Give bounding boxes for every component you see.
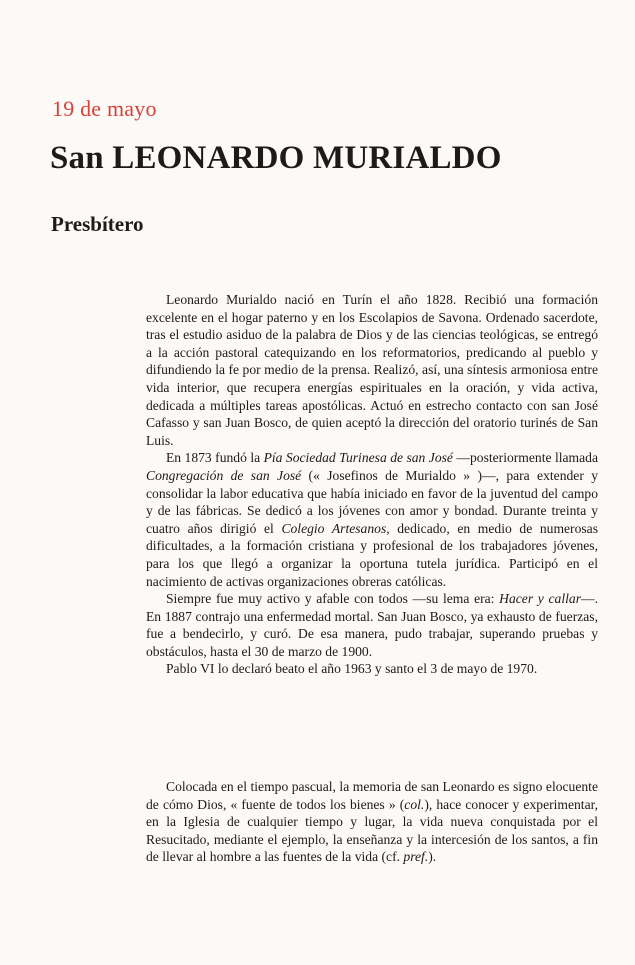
paragraph-2: En 1873 fundó la Pía Sociedad Turinesa de san José —posteriormente llamada Congregación de san José (« Josefinos de Murialdo » )—, para extender y consolidar la labor educativa que había iniciado en favor de la juventud del campo y de las fábricas. Se dedicó a los jóvenes con amor y bondad. Durante treinta y cuatro años dirigió el Colegio Artesanos, dedicado, en medio de numerosas dificultades, a la formación cristiana y profesional de los trabajadores jóvenes, para los que llegó a organizar la oportuna tutela jurídica. Participó en el nacimiento de activas organizaciones obreras católicas. <box>146 450 598 589</box>
liturgical-note <box>146 778 598 866</box>
paragraph-1: Leonardo Murialdo nació en Turín el año 1828. Recibió una formación excelente en el hogar paterno y en los Escolapios de Savona. Ordenado sacerdote, tras el estudio asiduo de la palabra de Dios y de las ciencias teológicas, se entregó a la acción pastoral catequizando en los reformatorios, predicando al pueblo y difundiendo la fe por medio de la prensa. Realizó, así, una síntesis armoniosa entre vida interior, que recupera energías espirituales en la oración, y vida activa, dedicada a múltiples tareas apostólicas. Actuó en estrecho contacto con san José Cafasso y san Juan Bosco, de quien aceptó la dirección del oratorio turinés de San Luis. <box>146 292 598 448</box>
page-subtitle: Presbítero <box>51 212 144 236</box>
paragraph-5: Colocada en el tiempo pascual, la memoria de san Leonardo es signo elocuente de cómo Dios, « fuente de todos los bienes » (col.), hace conocer y experimentar, en la Iglesia de cualquier tiempo y lugar, la vida nueva conquistada por el Resucitado, mediante el ejemplo, la enseñanza y la intercesión de los santos, a fin de llevar al hombre a las fuentes de la vida (cf. pref.). <box>146 779 598 865</box>
biography-text <box>146 291 598 678</box>
page-title: San LEONARDO MURIALDO <box>50 140 502 176</box>
paragraph-4: Pablo VI lo declaró beato el año 1963 y santo el 3 de mayo de 1970. <box>166 661 538 677</box>
paragraph-3: Siempre fue muy activo y afable con todos —su lema era: Hacer y callar—. En 1887 contrajo una enfermedad mortal. San Juan Bosco, ya exhausto de fuerzas, fue a bendecirlo, y curó. De esa manera, pudo trabajar, superando pruebas y obstáculos, hasta el 30 de marzo de 1900. <box>146 591 598 659</box>
page-date: 19 de mayo <box>52 96 157 121</box>
